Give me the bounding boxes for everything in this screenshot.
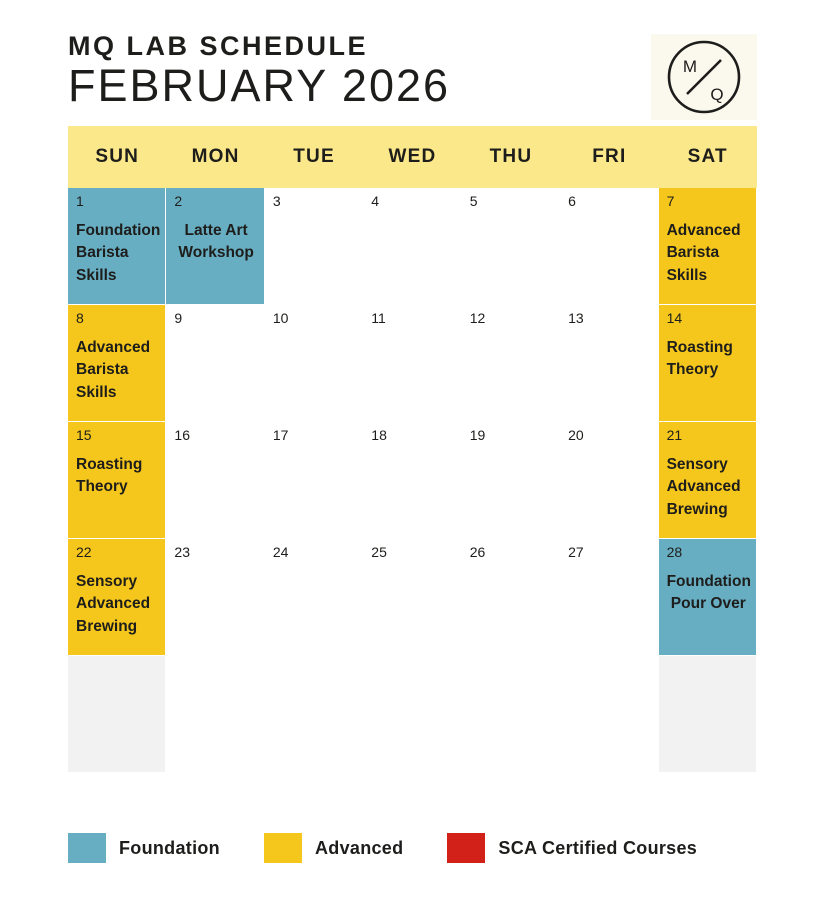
weekday-thu: THU — [489, 146, 533, 167]
legend-item-sca — [447, 833, 697, 863]
calendar-day-6[interactable] — [560, 188, 658, 305]
weekday-tue: TUE — [293, 146, 335, 167]
calendar-day-18[interactable] — [363, 422, 461, 539]
event-label: Advanced Barista Skills — [666, 222, 741, 284]
calendar — [68, 126, 757, 773]
calendar-day-10[interactable] — [265, 305, 363, 422]
day-number: 16 — [174, 427, 190, 443]
calendar-day-9[interactable] — [166, 305, 264, 422]
day-number: 11 — [371, 310, 386, 326]
calendar-day-empty — [166, 656, 264, 773]
calendar-day-empty — [68, 656, 166, 773]
weekday-fri: FRI — [592, 146, 627, 167]
calendar-day-14[interactable] — [659, 305, 757, 422]
day-number: 22 — [76, 544, 92, 560]
event-label: Sensory Advanced Brewing — [666, 456, 741, 518]
day-number: 21 — [666, 427, 683, 443]
weekday-header-row — [68, 126, 757, 188]
day-number: 25 — [371, 544, 387, 560]
calendar-day-21[interactable] — [659, 422, 757, 539]
legend-swatch-foundation — [68, 833, 106, 863]
day-number: 26 — [469, 544, 486, 560]
event-label: Advanced Barista Skills — [76, 339, 151, 401]
svg-text:M: M — [682, 57, 698, 76]
calendar-day-17[interactable] — [265, 422, 363, 539]
calendar-day-26[interactable] — [462, 539, 560, 656]
svg-text:Q: Q — [710, 85, 724, 104]
day-number: 6 — [568, 193, 576, 209]
calendar-day-20[interactable] — [560, 422, 658, 539]
calendar-day-19[interactable] — [462, 422, 560, 539]
page-title: FEBRUARY 2026 — [68, 60, 451, 112]
event-label: Roasting Theory — [76, 456, 143, 496]
legend — [68, 833, 757, 863]
day-number: 8 — [76, 310, 84, 326]
weekday-mon: MON — [191, 146, 240, 167]
calendar-day-27[interactable] — [560, 539, 658, 656]
calendar-day-16[interactable] — [166, 422, 264, 539]
day-number: 19 — [469, 427, 486, 443]
day-number: 4 — [371, 193, 380, 209]
day-number: 9 — [174, 310, 183, 326]
calendar-day-empty — [659, 656, 757, 773]
day-number: 5 — [469, 193, 478, 209]
day-number: 24 — [272, 544, 289, 560]
calendar-day-empty — [560, 656, 658, 773]
calendar-day-empty — [363, 656, 461, 773]
day-number: 20 — [568, 427, 584, 443]
legend-label-foundation: Foundation — [119, 837, 220, 858]
calendar-day-25[interactable] — [363, 539, 461, 656]
day-number: 14 — [666, 310, 683, 326]
day-number: 27 — [568, 544, 584, 560]
calendar-day-3[interactable] — [265, 188, 363, 305]
calendar-day-5[interactable] — [462, 188, 560, 305]
calendar-day-13[interactable] — [560, 305, 658, 422]
weekday-sat: SAT — [687, 146, 728, 167]
day-number: 28 — [666, 544, 683, 560]
day-number: 2 — [174, 193, 183, 209]
weekday-wed: WED — [388, 146, 437, 167]
event-label: Foundation Barista Skills — [76, 222, 161, 284]
legend-swatch-sca — [447, 833, 485, 863]
legend-label-sca: SCA Certified Courses — [498, 837, 698, 858]
title-block — [68, 32, 450, 110]
calendar-day-24[interactable] — [265, 539, 363, 656]
calendar-day-1[interactable] — [68, 188, 166, 305]
legend-swatch-advanced — [264, 833, 302, 863]
calendar-grid — [68, 188, 757, 773]
calendar-day-11[interactable] — [363, 305, 461, 422]
day-number: 15 — [76, 427, 92, 443]
calendar-day-28[interactable] — [659, 539, 757, 656]
calendar-day-empty — [265, 656, 363, 773]
page-subtitle: MQ LAB SCHEDULE — [68, 31, 368, 61]
day-number: 1 — [76, 193, 84, 209]
legend-item-advanced — [264, 833, 403, 863]
logo-container — [651, 34, 757, 120]
mq-monogram-icon — [665, 38, 743, 116]
day-number: 23 — [174, 544, 190, 560]
day-number: 3 — [272, 193, 281, 209]
calendar-day-12[interactable] — [462, 305, 560, 422]
day-number: 10 — [272, 310, 289, 326]
legend-label-advanced: Advanced — [314, 837, 404, 858]
day-number: 12 — [469, 310, 486, 326]
calendar-day-8[interactable] — [68, 305, 166, 422]
calendar-day-15[interactable] — [68, 422, 166, 539]
day-number: 13 — [568, 310, 584, 326]
event-label: Sensory Advanced Brewing — [76, 573, 151, 635]
calendar-day-23[interactable] — [166, 539, 264, 656]
calendar-day-empty — [462, 656, 560, 773]
event-label: Latte Art Workshop — [178, 222, 254, 262]
calendar-day-22[interactable] — [68, 539, 166, 656]
page-header — [68, 0, 757, 112]
event-label: Foundation Pour Over — [666, 573, 751, 613]
day-number: 17 — [272, 427, 289, 443]
calendar-day-2[interactable] — [166, 188, 264, 305]
event-label: Roasting Theory — [666, 339, 733, 379]
weekday-sun: SUN — [95, 146, 140, 167]
day-number: 7 — [666, 193, 675, 209]
legend-item-foundation — [68, 833, 220, 863]
calendar-day-4[interactable] — [363, 188, 461, 305]
day-number: 18 — [371, 427, 387, 443]
calendar-day-7[interactable] — [659, 188, 757, 305]
